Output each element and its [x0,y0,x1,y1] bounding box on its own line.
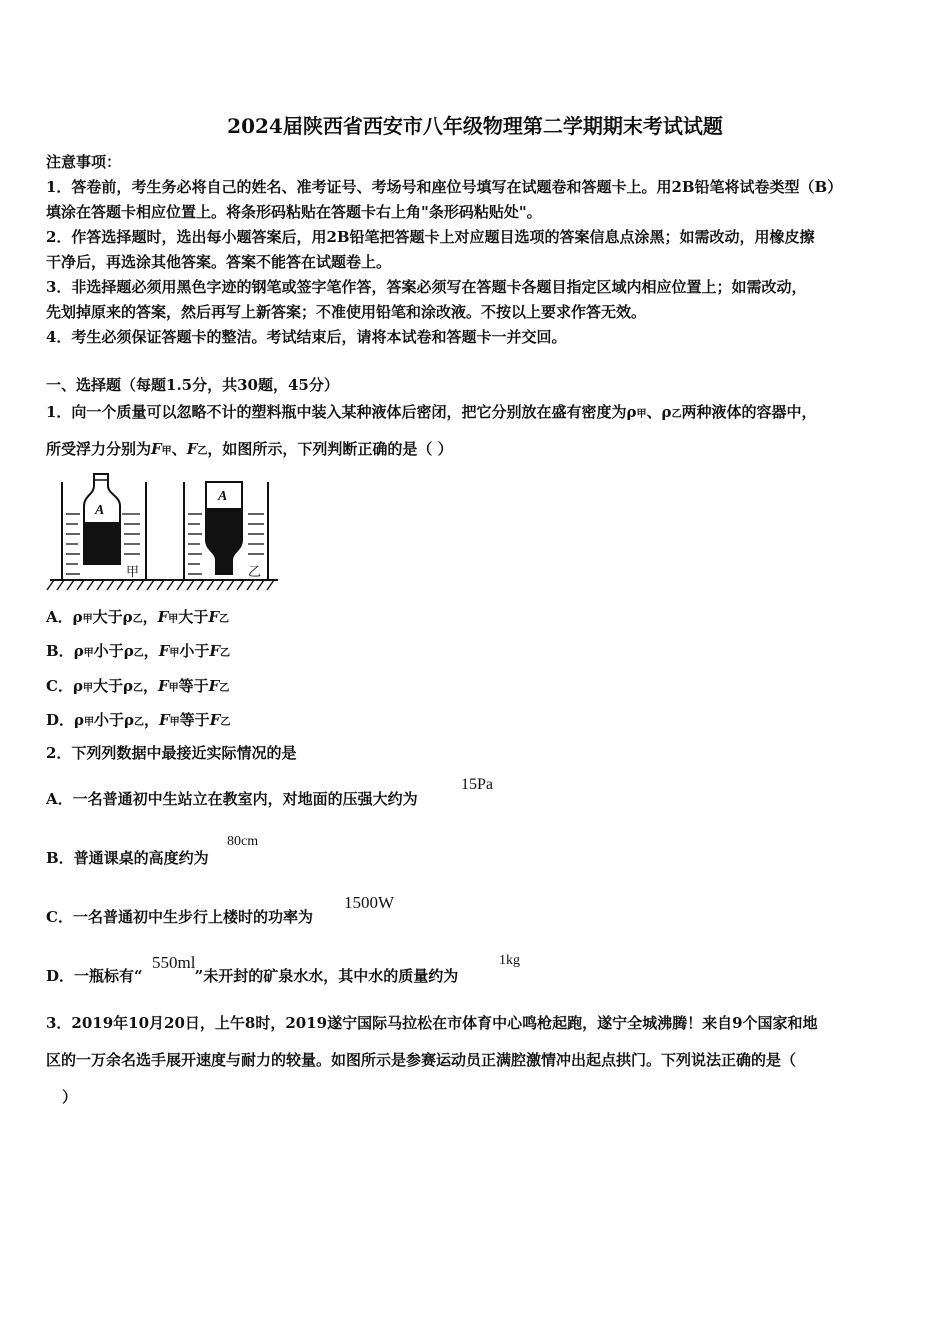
force-symbol: F [208,608,219,626]
q3-stem-line1: 3．2019年10月20日，上午8时，2019遂宁国际马拉松在市体育中心鸣枪起跑，遂宁全城沸腾！来自9个国家和地 [46,1014,818,1032]
subscript-jia: 甲 [168,614,179,625]
subscript-yi: 乙 [219,683,230,694]
q2-stem: 2．下列列数据中最接近实际情况的是 [46,744,297,762]
rho-symbol: ρ [74,711,84,729]
bottle-label-a: A [95,503,105,518]
relation: 等于 [179,711,210,729]
option-letter: A． [46,608,73,626]
q2-option-d[interactable] [46,966,458,986]
comma: ， [143,642,159,660]
container-jia [62,474,146,580]
q1-stem-line1 [46,402,816,425]
q1-option-a[interactable] [46,607,229,630]
q3-stem-line2: 区的一万余名选手展开速度与耐力的较量。如图所示是参赛运动员正满腔激情冲出起点拱门。下列说法正确的是（ [46,1051,797,1069]
rho-symbol: ρ [661,403,672,421]
comma: ， [142,608,158,626]
q1-option-d[interactable] [46,710,230,733]
option-letter: C． [46,677,73,695]
rho-symbol: ρ [123,642,134,660]
q2-d-text: ，其中水的质量约为 [323,967,459,985]
q1-option-b[interactable] [46,641,230,664]
subscript-jia: 甲 [169,717,180,728]
notice-line: 干净后，再选涂其他答案。答案不能答在试题卷上。 [46,253,392,271]
separator: 、 [646,403,662,421]
rho-symbol: ρ [124,711,134,729]
subscript-yi: 乙 [197,446,208,457]
subscript-jia: 甲 [82,614,93,625]
relation: 小于 [93,642,124,660]
rho-symbol: ρ [122,608,133,626]
force-symbol: F [209,711,221,729]
force-symbol: F [157,677,169,695]
relation: 大于 [92,677,123,695]
subscript-jia: 甲 [82,683,93,694]
page-title: 2024届陕西省西安市八年级物理第二学期期末考试试题 [227,114,723,138]
subscript-yi: 乙 [671,409,682,420]
rho-symbol: ρ [72,677,83,695]
notice-line: 填涂在答题卡相应位置上。将条形码粘贴在答题卡右上角"条形码粘贴处"。 [46,203,542,221]
q1-text: 两种液体的容器中， [681,403,817,421]
subscript-yi: 乙 [134,717,144,728]
force-symbol: F [159,711,170,729]
notice-heading: 注意事项： [46,153,122,171]
q2-d-text: 水 [308,967,324,985]
rho-symbol: ρ [626,403,637,421]
q2-a-value: 15Pa [461,776,493,793]
q2-d-value-mass: 1kg [499,953,520,968]
subscript-jia: 甲 [168,683,179,694]
subscript-yi: 乙 [133,648,144,659]
bottle-label-a: A [218,489,228,504]
notice-line: 先划掉原来的答案，然后再写上新答案；不准使用铅笔和涂改液。不按以上要求作答无效。 [46,303,647,321]
q2-option-c[interactable]: C．一名普通初中生步行上楼时的功率为 [46,908,313,926]
q2-option-a[interactable]: A．一名普通初中生站立在教室内，对地面的压强大约为 [46,790,418,808]
notice-line: 2．作答选择题时，选出每小题答案后，用2B铅笔把答题卡上对应题目选项的答案信息点涂黑；如需改动，用橡皮擦 [46,228,815,246]
force-symbol: F [151,440,162,458]
force-symbol: F [208,677,220,695]
notice-line: 1．答卷前，考生务必将自己的姓名、准考证号、考场号和座位号填写在试题卷和答题卡上。用2B铅笔将试卷类型（B） [46,178,843,196]
force-symbol: F [157,608,169,626]
notice-line: 4．考生必须保证答题卡的整洁。考试结束后，请将本试卷和答题卡一并交回。 [46,328,567,346]
subscript-yi: 乙 [132,683,143,694]
option-letter: B． [46,642,74,660]
relation: 小于 [179,642,210,660]
q1-text: 1．向一个质量可以忽略不计的塑料瓶中装入某种液体后密闭，把它分别放在盛有密度为 [46,403,627,421]
label-yi: 乙 [248,565,262,580]
section-heading: 一、选择题（每题1.5分，共30题，45分） [46,376,339,394]
option-letter: D． [46,711,75,729]
force-symbol: F [186,440,198,458]
q2-d-value-volume: 550ml [152,953,196,972]
container-yi [184,482,268,580]
force-symbol: F [158,642,170,660]
subscript-yi: 乙 [132,614,143,625]
comma: ， [144,711,160,729]
q2-d-text: ”未开封的矿泉水 [194,967,309,985]
subscript-jia: 甲 [84,717,94,728]
relation: 等于 [178,677,209,695]
notice-line: 3．非选择题必须用黑色字迹的钢笔或签字笔作答，答案必须写在答题卡各题目指定区域内相应位置上；如需改动， [46,278,807,296]
force-symbol: F [209,642,221,660]
relation: 大于 [92,608,123,626]
relation: 小于 [94,711,125,729]
comma: ， [142,677,158,695]
subscript-yi: 乙 [220,648,231,659]
subscript-yi: 乙 [220,717,231,728]
subscript-jia: 甲 [161,446,172,457]
q2-c-value: 1500W [344,893,395,912]
q3-stem-line3: ） [62,1088,78,1106]
relation: 大于 [178,608,209,626]
q1-option-c[interactable] [46,676,229,699]
subscript-jia: 甲 [169,648,180,659]
q1-text: ，如图所示，下列判断正确的是（ ） [207,440,453,458]
q2-option-b[interactable]: B．普通课桌的高度约为 [46,849,209,867]
separator: 、 [171,440,187,458]
label-jia: 甲 [126,565,140,580]
q2-d-text: D．一瓶标有“ [46,967,143,985]
rho-symbol: ρ [72,608,83,626]
bottle-figure [44,470,280,594]
rho-symbol: ρ [73,642,84,660]
q1-stem-line2 [46,439,453,462]
subscript-jia: 甲 [83,648,94,659]
subscript-yi: 乙 [218,614,229,625]
q2-b-value: 80cm [227,834,259,849]
ground-hatch [47,580,278,590]
subscript-jia: 甲 [636,409,647,420]
rho-symbol: ρ [122,677,133,695]
q1-text: 所受浮力分别为 [46,440,152,458]
